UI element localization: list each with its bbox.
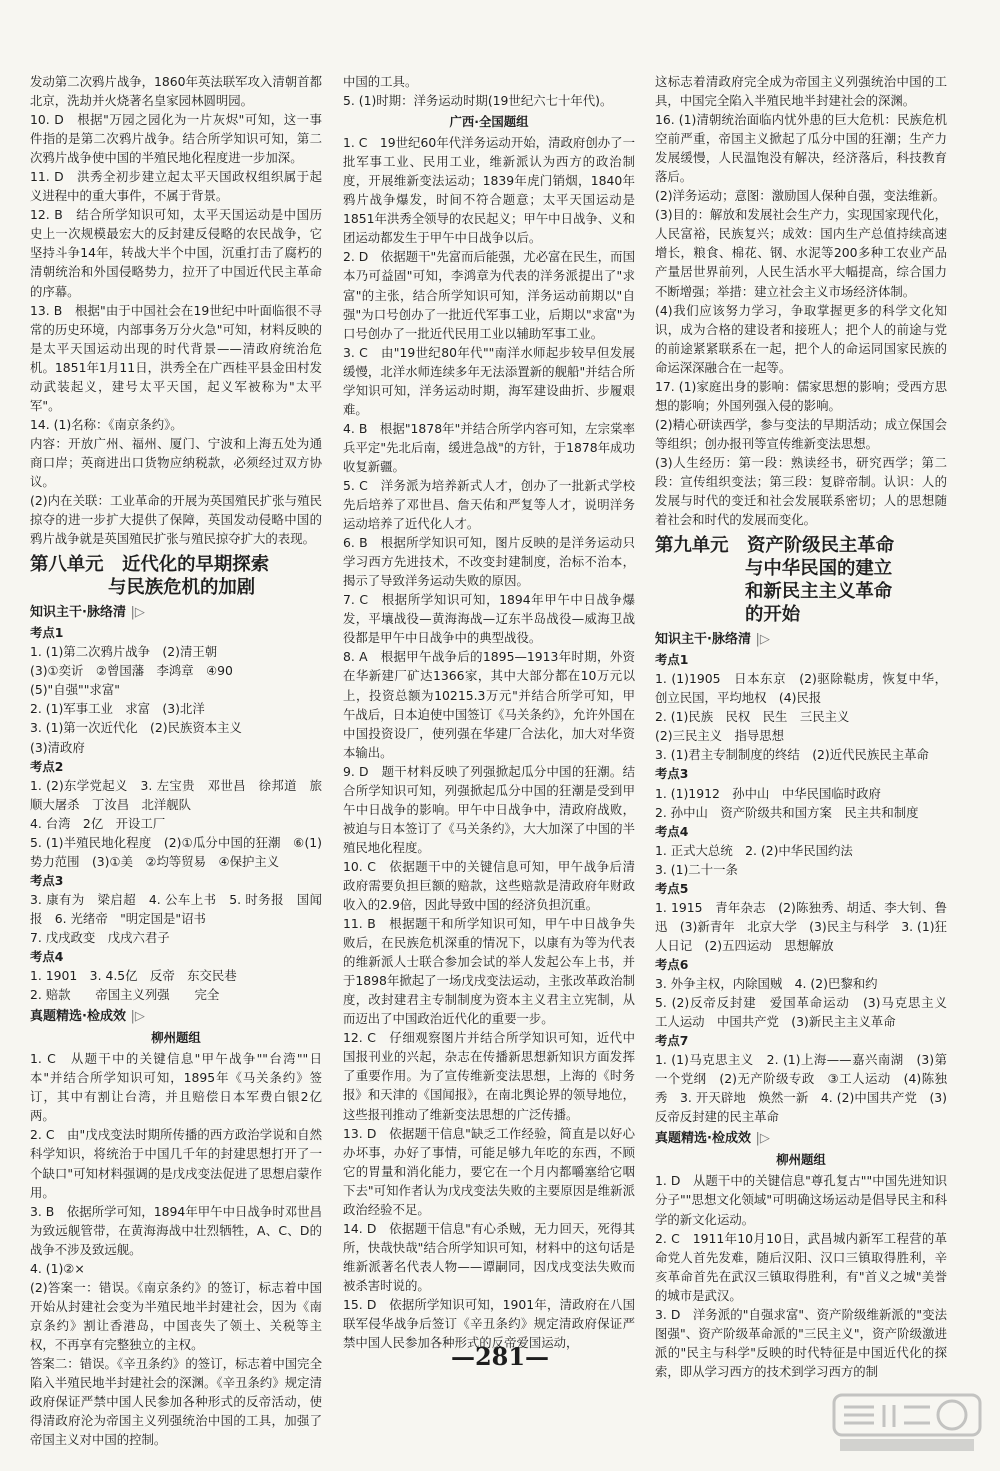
arrow-marker-icon: |▷ xyxy=(130,605,145,621)
column-right xyxy=(655,72,947,1381)
kaodian-label: 考点1 xyxy=(30,625,64,641)
kaodian-label: 考点4 xyxy=(655,823,689,839)
arrow-marker-icon: |▷ xyxy=(755,632,770,648)
knowledge-line: 2. 赔款 帝国主义列强 完全 xyxy=(30,987,220,1003)
kaodian-label: 考点7 xyxy=(655,1033,689,1049)
knowledge-line: 4. 台湾 2亿 开设工厂 xyxy=(30,815,166,831)
kaodian-label: 考点3 xyxy=(30,872,64,888)
col2-top-text: 中国的工具。 5. (1)时期：洋务运动时期(19世纪六七十年代)。 xyxy=(343,74,613,109)
knowledge-line: 1. (1)马克思主义 2. (1)上海——嘉兴南湖 (3)第一个党纲 (2)无产阶级专政 ③工人运动 (4)陈独秀 3. 开天辟地 焕然一新 4. (2)中国共产党 (3)反帝反封建的民主革命 xyxy=(655,1052,947,1125)
unit-9-title-line1: 第九单元 资产阶级民主革命 xyxy=(655,535,895,557)
knowledge-line: 3. 康有为 梁启超 4. 公车上书 5. 时务报 国闻报 6. 光绪帝 "明定国是"诏书 xyxy=(30,891,322,926)
kaodian-label: 考点1 xyxy=(655,652,689,668)
arrow-marker-icon: |▷ xyxy=(130,1009,145,1025)
guangxi-group-title: 广西·全国题组 xyxy=(449,114,529,130)
unit-9-title-line3: 和新民主主义革命 xyxy=(745,581,893,603)
knowledge-line: 1. 1901 3. 4.5亿 反帝 东交民巷 xyxy=(30,968,237,984)
knowledge-heading-text: 知识主干·脉络清 xyxy=(655,632,751,648)
knowledge-line: 3. (1)二十一条 xyxy=(655,861,738,877)
knowledge-line: (3)清政府 xyxy=(30,739,85,755)
unit-9-heading xyxy=(655,534,947,626)
knowledge-line: 3. (1)君主专制制度的终结 (2)近代民族民主革命 xyxy=(655,747,929,763)
liuzhou-group-title: 柳州题组 xyxy=(776,1152,826,1168)
exam-heading-text: 真题精选·检成效 xyxy=(30,1009,126,1025)
unit-9-title-line4: 的开始 xyxy=(745,604,801,626)
column-left xyxy=(30,72,322,1449)
column-middle xyxy=(343,72,635,1352)
col3-top-text: 这标志着清政府完全成为帝国主义列强统治中国的工具，中国完全陷入半殖民地半封建社会的深渊。 16. (1)清朝统治面临内忧外患的巨大危机：民族危机空前严重，帝国主义掀起了瓜分中国的狂潮；生产力发展缓慢，人民温饱没有解决，经济落后，科技教育落后。 (2)洋务运动；意图：激励国人保种自强，变法维新。 (3)目的：解放和发展社会生产力，实现国家现代化，人民富裕，民族复兴；成效：国内生产总值持续高速增长，粮食、棉花、钢、水泥等200多种工农业产品产量居世界前列，人民生活水平大幅提高，综合国力不断增强；举措：建立社会主义市场经济体制。 (4)我们应该努力学习，争取掌握更多的科学文化知识，成为合格的建设者和接班人；把个人的前途与党的前途紧紧联系在一起，把个人的命运同国家民族的命运深深融合在一起等。 17. (1)家庭出身的影响：儒家思想的影响；受西方思想的影响；外国列强入侵的影响。 (2)精心研读西学，参与变法的早期活动；成立保国会等组织；创办报刊等宣传维新变法思想。 (3)人生经历：第一段：熟读经书，研究西学；第二段：宣传组织变法；第三段：复辟帝制。认识：人的发展与时代的变迁和社会发展联系密切；人的思想随着社会和时代的发展而变化。 xyxy=(655,74,947,528)
page-number: —281— xyxy=(450,1342,550,1371)
knowledge-line: 1. (2)东学党起义 3. 左宝贵 邓世昌 徐邦道 旅顺大屠杀 丁汝昌 北洋舰队 xyxy=(30,777,322,812)
col1-knowledge-list xyxy=(30,623,322,1004)
answer-site-watermark-logo xyxy=(832,1393,982,1455)
knowledge-line: 7. 戊戌政变 戊戌六君子 xyxy=(30,929,170,945)
unit-8-title-line1: 第八单元 近代化的早期探索 xyxy=(30,554,270,576)
knowledge-line: 1. (1)1912 孙中山 中华民国临时政府 xyxy=(655,785,881,801)
knowledge-line: (5)"自强""求富" xyxy=(30,682,120,698)
kaodian-label: 考点6 xyxy=(655,956,689,972)
liuzhou-group-title: 柳州题组 xyxy=(151,1030,201,1046)
knowledge-line: 5. (1)半殖民地化程度 (2)①瓜分中国的狂潮 ⑥(1)势力范围 (3)①美 ②均等贸易 ④保护主义 xyxy=(30,834,322,869)
kaodian-label: 考点2 xyxy=(30,758,64,774)
knowledge-heading-text: 知识主干·脉络清 xyxy=(30,605,126,621)
kaodian-label: 考点5 xyxy=(655,880,689,896)
unit-9-title-line2: 与中华民国的建立 xyxy=(745,558,893,580)
exam-heading xyxy=(30,1007,322,1026)
knowledge-heading xyxy=(30,603,322,622)
col1-answers: 1. C 从题干中的关键信息"甲午战争""台湾""日本"并结合所学知识可知，1895年《马关条约》签订，其中有割让台湾，并且赔偿日本军费白银2亿两。 2. C 由"戊戌变法时期所传播的西方政治学说和自然科学知识，将统治于中国几千年的封建思想打开了一个缺口"可知材料强调的是戊戌变法促进了思想启蒙作用。 3. B 依据所学可知，1894年甲午中日战争时邓世昌为致远舰管带，在黄海海战中壮烈牺牲，A、C、D的战争不涉及致远舰。 4. (1)②× (2)答案一：错误。《南京条约》的签订，标志着中国开始从封建社会变为半殖民地半封建社会，因为《南京条约》割让香港岛，中国丧失了领土、关税等主权，不再享有完整独立的主权。 答案二：错误。《辛丑条约》的签订，标志着中国完全陷入半殖民地半封建社会的深渊。《辛丑条约》规定清政府保证严禁中国人民参加各种形式的反帝活动，使得清政府沦为帝国主义列强统治中国的工具，加强了帝国主义对中国的控制。 xyxy=(30,1051,322,1448)
exam-heading xyxy=(655,1129,947,1148)
arrow-marker-icon: |▷ xyxy=(755,1131,770,1147)
knowledge-heading xyxy=(655,630,947,649)
knowledge-line: 2. (1)军事工业 求富 (3)北洋 xyxy=(30,701,205,717)
knowledge-line: (3)①奕䜣 ②曾国藩 李鸿章 ④90 xyxy=(30,663,233,679)
knowledge-line: 2. 孙中山 资产阶级共和国方案 民主共和制度 xyxy=(655,804,919,820)
knowledge-line: 1. 1915 青年杂志 (2)陈独秀、胡适、李大钊、鲁迅 (3)新青年 北京大学 (3)民主与科学 3. (1)狂人日记 (2)五四运动 思想解放 xyxy=(655,899,947,953)
knowledge-line: 2. (1)民族 民权 民生 三民主义 xyxy=(655,709,850,725)
kaodian-label: 考点3 xyxy=(655,766,689,782)
kaodian-label: 考点4 xyxy=(30,949,64,965)
knowledge-line: 1. 正式大总统 2. (2)中华民国约法 xyxy=(655,842,853,858)
knowledge-line: 3. (1)第一次近代化 (2)民族资本主义 xyxy=(30,720,242,736)
knowledge-line: 5. (2)反帝反封建 爱国革命运动 (3)马克思主义 工人运动 中国共产党 (3)新民主主义革命 xyxy=(655,995,947,1030)
unit-8-title-line2: 与民族危机的加剧 xyxy=(108,577,256,599)
col3-answers: 1. D 从题干中的关键信息"尊孔复古""中国先进知识分子""思想文化领域"可明确这场运动是倡导民主和科学的新文化运动。 2. C 1911年10月10日，武昌城内新军工程营的革命党人首先发难，随后汉阳、汉口三镇取得胜利，辛亥革命首先在武汉三镇取得胜利，有"首义之城"美誉的城市是武汉。 3. D 洋务派的"自强求富"、资产阶级维新派的"变法图强"、资产阶级革命派的"三民主义"，资产阶级激进派的"民主与科学"反映的时代特征是中国近代化的探索，即从学习西方的技术到学习西方的制 xyxy=(655,1173,947,1379)
col1-top-text: 发动第二次鸦片战争，1860年英法联军攻入清朝首都北京，洗劫并火烧著名皇家园林圆明园。 10. D 根据"万园之园化为一片灰烬"可知，这一事件指的是第二次鸦片战争。结合所学知识可知，第二次鸦片战争使中国的半殖民地化程度进一步加深。 11. D 洪秀全初步建立起太平天国政权组织属于起义进程中的重大事件，不属于背景。 12. B 结合所学知识可知，太平天国运动是中国历史上一次规模最宏大的反封建反侵略的农民战争，它坚持斗争14年，转战大半个中国，沉重打击了腐朽的清朝统治和外国侵略势力，拉开了中国近代民主革命的序幕。 13. B 根据"由于中国社会在19世纪中叶面临很不寻常的历史环境，内部事务万分火急"可知，材料反映的是太平天国运动出现的时代背景——清政府统治危机。1851年1月11日，洪秀全在广西桂平县金田村发动武装起义，建号太平天国，起义军被称为"太平军"。 14. (1)名称：《南京条约》。 内容：开放广州、福州、厦门、宁波和上海五处为通商口岸；英商进出口货物应纳税款，必须经过双方协议。 (2)内在关联：工业革命的开展为英国殖民扩张与殖民掠夺的进一步扩大提供了保障，英国发动侵略中国的鸦片战争就是英国殖民扩张与殖民掠夺扩大的表现。 xyxy=(30,74,322,547)
col3-knowledge-list xyxy=(655,650,947,1126)
knowledge-line: 1. (1)第二次鸦片战争 (2)清王朝 xyxy=(30,644,218,660)
exam-heading-text: 真题精选·检成效 xyxy=(655,1131,751,1147)
knowledge-line: (2)三民主义 指导思想 xyxy=(655,728,785,744)
knowledge-line: 1. (1)1905 日本东京 (2)驱除鞑虏，恢复中华，创立民国，平均地权 (4)民报 xyxy=(655,671,947,706)
knowledge-line: 3. 外争主权，内除国贼 4. (2)巴黎和约 xyxy=(655,975,878,991)
col2-answers: 1. C 19世纪60年代洋务运动开始，清政府创办了一批军事工业、民用工业，维新派认为西方的政治制度，开展维新变法运动；1839年虎门销烟，1840年鸦片战争爆发，时间不符合题意；太平天国运动是1851年洪秀全领导的农民起义；甲午中日战争、义和团运动都发生于甲午中日战争以后。 2. D 依据题干"先富而后能强，尤必富在民生，而国本乃可益固"可知，李鸿章为代表的洋务派提出了"求富"的主张，结合所学知识可知，洋务运动前期以"自强"为口号创办了一批近代军事工业，后期以"求富"为口号创办了一批近代民用工业以辅助军事工业。 3. C 由"19世纪80年代""南洋水师起步较早但发展缓慢，北洋水师连续多年无法添置新的舰船"并结合所学知识可知，洋务运动时期，海军建设曲折、步履艰难。 4. B 根据"1878年"并结合所学内容可知，左宗棠率兵平定"先北后南，缓进急战"的方针，于1878年成功收复新疆。 5. C 洋务派为培养新式人才，创办了一批新式学校先后培养了邓世昌、詹天佑和严复等人才，说明洋务运动培养了近代化人才。 6. B 根据所学知识可知，图片反映的是洋务运动只学习西方先进技术，不改变封建制度，治标不治本，揭示了导致洋务运动失败的原因。 7. C 根据所学知识可知，1894年甲午中日战争爆发，平壤战役—黄海海战—辽东半岛战役—威海卫战役都是甲午中日战争中的典型战役。 8. A 根据甲午战争后的1895—1913年时期，外资在华新建厂矿达1366家，其中大部分都在10万元以上，投资总额为10215.3万元"并结合所学可知，甲午战后，日本迫使中国签订《马关条约》，允许外国在中国投资设厂，使列强在华建厂合法化，加大对华资本输出。 9. D 题干材料反映了列强掀起瓜分中国的狂潮。结合所学知识可知，列强掀起瓜分中国的狂潮是受到甲午中日战争的影响。甲午中日战争中，清政府战败，被迫与日本签订了《马关条约》，大大加深了中国的半殖民地化程度。 10. C 依据题干中的关键信息可知，甲午战争后清政府需要负担巨额的赔款，这些赔款是清政府年财政收入的2.9倍，因此导致中国的经济负担沉重。 11. B 根据题干和所学知识可知，甲午中日战争失败后，在民族危机深重的情况下，以康有为等为代表的维新派人士联合参加会试的举人发起公车上书，并于1898年掀起了一场戊戌变法运动，主张改革政治制度，改封建君主专制制度为资本主义君主立宪制，从而迈出了中国政治近代化的重要一步。 12. C 仔细观察图片并结合所学知识可知，近代中国报刊业的兴起，杂志在传播新思想新知识方面发挥了重要作用。为了宣传维新变法思想，上海的《时务报》和天津的《国闻报》，在南北舆论界的领导地位，这些报刊推动了维新变法思想的广泛传播。 13. D 依据题干信息"缺乏工作经验，简直是以好心办坏事，办好了事情，可能足够九年吃的东西，不顾它的胃量和消化能力，要它在一个月内都嚼塞给它咽下去"可知作者认为戊戌变法失败的主要原因是维新派政治经验不足。 14. D 依据题干信息"有心杀贼，无力回天，死得其所，快哉快哉"结合所学知识可知，材料中的这句话是维新派著名代表人物——谭嗣同，因戊戌变法失败而被杀害时说的。 15. D 依据所学知识可知，1901年，清政府在八国联军侵华战争后签订《辛丑条约》规定清政府保证严禁中国人民参加各种形式的反帝爱国运动， xyxy=(343,135,635,1351)
unit-8-heading xyxy=(30,553,322,599)
